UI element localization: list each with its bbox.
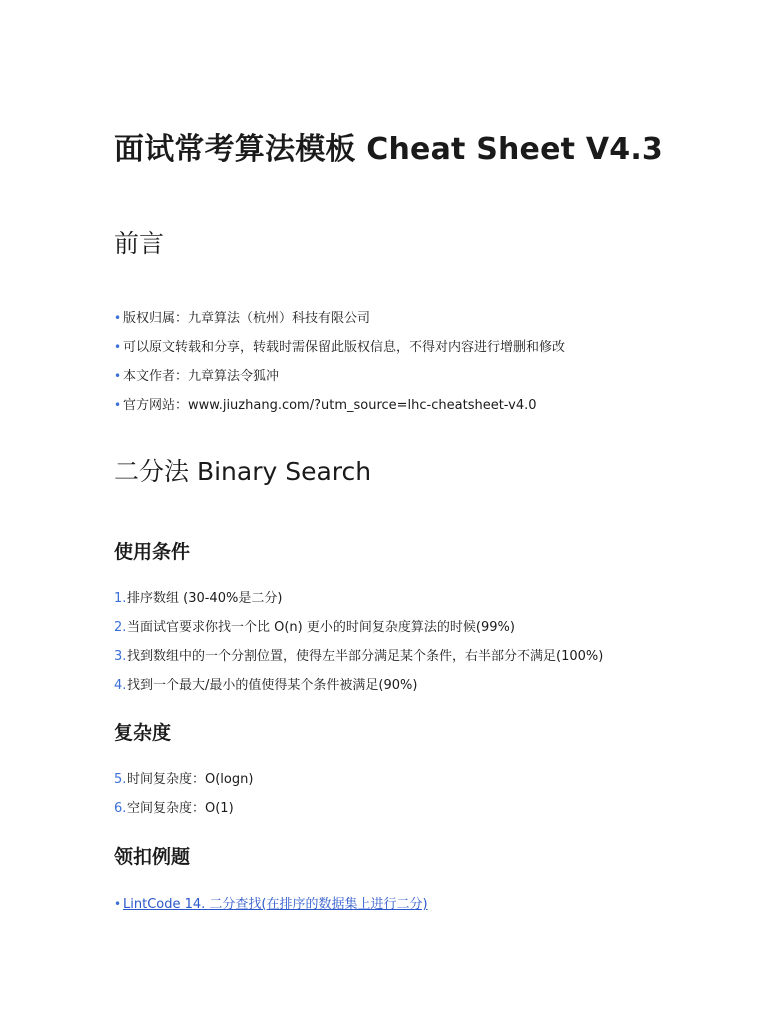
list-item [114,338,565,357]
complexity-heading: 复杂度 [114,722,172,744]
lintcode-14-link[interactable]: LintCode 14. 二分查找(在排序的数据集上进行二分) [123,897,428,912]
bullet-icon: • [114,897,122,911]
page-title: 面试常考算法模板 Cheat Sheet V4.3 [114,132,663,167]
list-item [114,590,282,608]
list-item-text: 找到数组中的一个分割位置，使得左半部分满足某个条件，右半部分不满足(100%) [127,649,604,664]
list-number: 3. [114,649,127,664]
list-item-text: 可以原文转载和分享，转载时需保留此版权信息，不得对内容进行增删和修改 [123,340,566,355]
bullet-icon: • [114,398,122,412]
list-item-text: 找到一个最大/最小的值使得某个条件被满足(90%) [127,678,418,693]
binary-search-heading: 二分法 Binary Search [114,457,372,486]
bullet-icon: • [114,311,122,325]
list-item-text: 排序数组 (30-40%是二分) [127,591,283,606]
list-number: 1. [114,591,127,606]
list-number: 4. [114,678,127,693]
list-item [114,367,279,386]
list-number: 6. [114,801,127,816]
list-item-text: 本文作者：九章算法令狐冲 [123,369,280,384]
list-item-text: 官方网站：www.jiuzhang.com/?utm_source=lhc-cheatsheet-v4.0 [123,398,537,413]
list-number: 5. [114,772,127,787]
list-item-text: 版权归属：九章算法（杭州）科技有限公司 [123,311,371,326]
list-item [114,800,234,818]
list-item-text: 时间复杂度：O(logn) [127,772,254,787]
list-item [114,895,428,914]
list-item [114,396,537,415]
list-item [114,677,417,695]
list-item [114,648,603,666]
bullet-icon: • [114,369,122,383]
list-item-text: 空间复杂度：O(1) [127,801,234,816]
examples-heading: 领扣例题 [114,846,191,868]
list-item-text: 当面试官要求你找一个比 O(n) 更小的时间复杂度算法的时候(99%) [127,620,515,635]
bullet-icon: • [114,340,122,354]
list-number: 2. [114,620,127,635]
conditions-heading: 使用条件 [114,541,191,563]
preface-heading: 前言 [114,229,165,258]
list-item [114,771,253,789]
list-item [114,309,370,328]
list-item [114,619,515,637]
